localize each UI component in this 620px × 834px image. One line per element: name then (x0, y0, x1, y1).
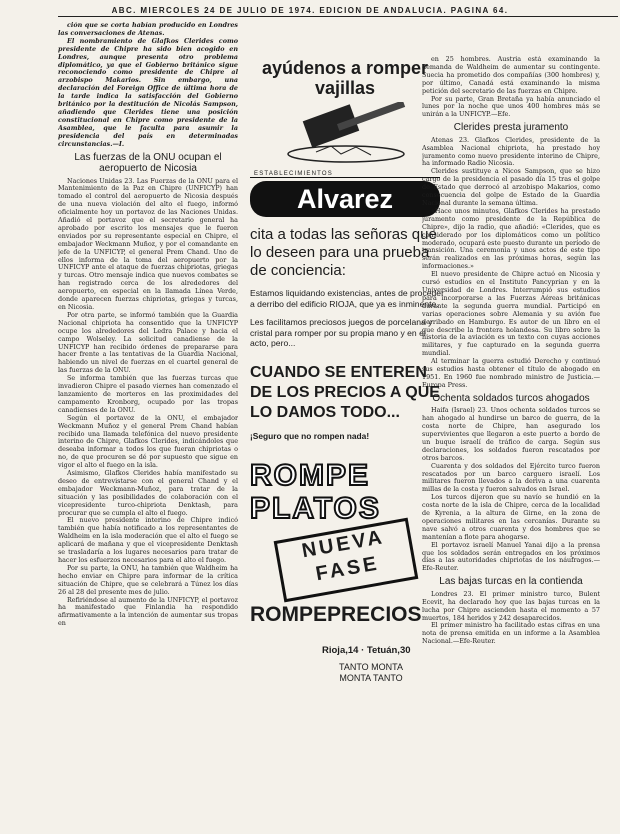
article-paragraph: Atenas 23. Glafkos Clerides, presidente de la Asamblea Nacional chipriota, ha prestado hoy juramento como nuevo presidente interino de Chipre, ha informado Radio Nicosia. (422, 135, 600, 168)
brand-name: Alvarez (250, 181, 440, 217)
article-headline-bajas: Las bajas turcas en la contienda (439, 576, 583, 588)
article-paragraph: Por otra parte, se informó también que la Guardia Nacional chipriota ha consentido que la UNFICYP ocupe los alrededores del Ledra Palace y hacia el campo Wolseley. La solicitud canadiense de la UNFICYP han recibido órdenes de prepararse para hacer frente a las tentativas de la Guardia Nacional, habiendo un nivel de fuerzas en el cuartel general de las fuerzas de la ONU. (58, 310, 238, 375)
store-logo (250, 171, 440, 217)
article-paragraph: Naciones Unidas 23. Las Fuerzas de la ONU para el Mantenimiento de la Paz en Chipre (UNFICYP) han tomado el control del aeropuerto de Nicosia después de una nueva violación del alto el fuego, informó oficialmente hoy un portavoz de las Naciones Unidas. Añadió el portavoz que el secretario general ha aprobado por escrito los mensajes que le fueron enviados por su representante especial en Chipre, el embajador Weckmann Muñoz, y por el comandante en jefe de la UNFICYP, el general Prem Chand. Uno de ellos informa de la toma del aeropuerto por la UNFICYP ante el ataque de fuerzas chipriotas, griegas y turcas. Otro mensaje indica que nuevos combates se han registrado cerca de los alrededores del aeropuerto, en especial en la llamada Línea Verde, donde aparecen fuerzas chipriotas, griegas y turcas, en Nicosia. (58, 176, 238, 311)
ad-slogan: ¡Seguro que no rompen nada! (250, 430, 370, 441)
ad-offer-text: Les facilitamos preciosos juegos de porcelana y cristal para romper por su propia mano y en el acto, pero... (250, 317, 433, 348)
article-paragraph: Por su parte, la ONU, ha también que Waldheim ha hecho enviar en Chipre para informar de la crítica situación de Chipre, que se celebrará a Túnez los días 26 al 28 del presente mes de julio. (58, 563, 238, 596)
article-headline-clerides: Clerides presta juramento (453, 122, 569, 134)
article-paragraph: El portavoz israelí Manuel Yanai dijo a la prensa que los soldados serán entregados en los próximos días a las autoridades chipriotas de los náufragos.—Efe-Reuter. (422, 540, 600, 573)
page-footer (0, 822, 620, 834)
rompeplatos-logo (250, 459, 432, 599)
article-paragraph: Al terminar la guerra estudió Derecho y continuó sus estudios hasta obtener el título de abogado en 1951. En 1960 fue nombrado ministro de Justicia.—Europa Press. (422, 357, 600, 389)
intro-paragraph: El nombramiento de Glafkos Clerides como presidente de Chipre ha sido bien acogido en Londres, aunque presenta otro problema diplomático, ya que el Gobierno británico sigue reconociendo como presidente de Chipre al arzobispo Makarios. Sin embargo, una declaración del Foreign Office de última hora de la tarde indica la satisfacción del Gobierno británico por la destitución de Nicolás Sampson, añadiendo que Clerides tiene una posición constitucional en Chipre como presidente de la Asamblea, que le faculta para asumir la presidencia del país en determinadas circunstancias.—I. (58, 36, 238, 148)
article-paragraph: Por su parte, Gran Bretaña ya había anunciado el lunes por la noche que unos 400 hombres más se unirán a la UNFICYP.—Efe. (422, 94, 600, 119)
rompeprecios-wordmark: ROMPEPRECIOS (250, 602, 422, 626)
column-right (422, 56, 600, 822)
article-paragraph: Haifa (Israel) 23. Unos ochenta soldados turcos se han ahogado al hundirse un barco de guerra, de la costa norte de Chipre, han asegurado los supervivientes que llegaron a este puerto a bordo de un buque israelí de tráfico de carga. Según sus declaraciones, los soldados fueron rescatados por otros barcos. (422, 406, 600, 462)
article-paragraph: «Hace unos minutos, Glafkos Clerides ha prestado juramento como presidente de la República de Chipre», dijo la radio, que añadió: «Clerides, que es considerado por los diplomáticos como un político moderado, ocupará este puesto durante un período de transición. Una ceremonia y unos actos de este tipo serán realizados en las próximas horas, según las informaciones.» (422, 206, 600, 271)
rompeplatos-wordmark: ROMPE PLATOS (250, 458, 381, 525)
article-paragraph: El nuevo presidente interino de Chipre indicó también que había notificado a los representantes de Waldheim en la isla moderación que el alto el fuego se aplicará de mañana y que el vicepresidente Denktash se trasladaría a los lugares necesarios para tratar de hacer los esfuerzos necesarios para el alto el fuego. (58, 516, 238, 564)
tanto-line-2: MONTA TANTO (339, 672, 403, 683)
article-paragraph: Según el portavoz de la ONU, el embajador Weckmann Muñoz y el general Prem Chand habían recibido una llamada telefónica del nuevo presidente interino de Chipre, Glafkos Clerides, indicándoles que deseaba informar a todos los que fueran chipriotas o no, de que procuren se dé por supuesto que sigue en vigor el alto el fuego en la isla. (58, 413, 238, 470)
article-paragraph: Londres 23. El primer ministro turco, Bulent Ecevit, ha declarado hoy que las bajas turcas en la lucha por Chipre ascienden hasta el momento a 57 muertos, 184 heridos y 242 desaparecidos. (422, 589, 600, 622)
article-headline-soldados: Ochenta soldados turcos ahogados (432, 392, 590, 404)
article-headline-onu: Las fuerzas de la ONU ocupan el aeropuerto de Nicosia (74, 151, 222, 174)
advertisement (246, 58, 444, 830)
article-paragraph: en 25 hombres. Austria está examinando la demanda de Waldheim de aumentar su contingente. Suecia ha prometido dos compañías (300 hombres) y, por último, Canadá está examinando la misma petición del secretario de las fuerzas en Chipre. (422, 56, 600, 95)
store-label: ESTABLECIMIENTOS (250, 171, 440, 178)
article-paragraph: Asimismo, Glafkos Clerides había manifestado su deseo de entrevistarse con el general Chand y el embajador Weckmann-Muñoz, para tratar de la situación y las posibilidades de colaboración con el vicepresidente turco-chipriota Denktash, para procurar que se cumpla el alto el fuego. (58, 469, 238, 517)
header-rule (58, 16, 618, 17)
article-paragraph: Refiriéndose al aumento de la UNFICYP, el portavoz ha manifestado que Finlandia ha respondido afirmativamente a la intención de aumentar sus tropas en (58, 595, 238, 628)
hammer-plate-illustration (246, 102, 442, 164)
ad-headline: ayúdenos a romper vajillas (261, 58, 429, 98)
nueva-fase-stamp: NUEVA FASE (274, 517, 419, 602)
article-paragraph: Clerides sustituye a Nicos Sampson, que se hizo cargo de la presidencia el pasado día 15 tras el golpe de Estado que derrocó al arzobispo Makarios, como consecuencia del golpe de Estado de la Guardia Nacional durante la semana última. (422, 167, 600, 207)
article-paragraph: Los turcos dijeron que su navío se hundió en la costa norte de la isla de Chipre, cerca de la localidad de Kyrenia, a la altura de Girne, en la zona de operaciones militares en las cercanías. Durante su nave salvó a otros cuarenta y dos hombres que se mantenían a flote para ahogarse. (422, 493, 600, 541)
ad-stock-text: Estamos liquidando existencias, antes de proceder a derribo del edificio RIOJA, que ya es inminente. (250, 288, 444, 309)
tanto-monta-block (316, 662, 426, 684)
ad-invitation: cita a todas las señoras que lo deseen para una prueba de conciencia: (250, 226, 437, 279)
page-header: ABC. MIERCOLES 24 DE JULIO DE 1974. EDICION DE ANDALUCIA. PAGINA 64. (111, 6, 509, 15)
store-address: Rioja,14 · Tetuán,30 (322, 644, 411, 656)
column-left (58, 22, 238, 822)
article-paragraph: Se informa también que las fuerzas turcas que invadieron Chipre el pasado viernes han comenzado el lanzamiento de morteros en las proximidades del campamento Kronborg, ocupado por las tropas canadienses de la ONU. (58, 374, 238, 414)
article-paragraph: El nuevo presidente de Chipre actuó en Nicosia y cursó estudios en el Instituto Pancyprian y en la Universidad de Londres. Interrumpió sus estudios para incorporarse a las Fuerzas Aéreas británicas durante la segunda guerra mundial. Participó en varias operaciones sobre Alemania y su avión fue derribado en Hamburgo. Es autor de un libro en el que describe la frontera holandesa. Su libro sobre la historia de la aviación es un texto con cuyas acciones militares, y fue capturado en la segunda guerra mundial. (422, 270, 600, 358)
article-paragraph: Cuarenta y dos soldados del Ejército turco fueron rescatados por un barco carguero israelí. Los militares fueron llevados a la deriva a una cuarenta millas de la costa y fueron salvados en Israel. (422, 461, 600, 494)
article-paragraph: El primer ministro ha facilitado estas cifras en una nota de prensa emitida en un informe a la Asamblea Nacional.—Efe-Reuter. (422, 621, 600, 646)
intro-paragraph: ción que se corta habían producido en Londres las conversaciones de Atenas. (58, 22, 238, 37)
ad-prices-caps: CUANDO SE ENTEREN DE LOS PRECIOS A QUE LO DAMOS TODO... (250, 363, 440, 421)
tanto-line-1: TANTO MONTA (339, 661, 403, 672)
